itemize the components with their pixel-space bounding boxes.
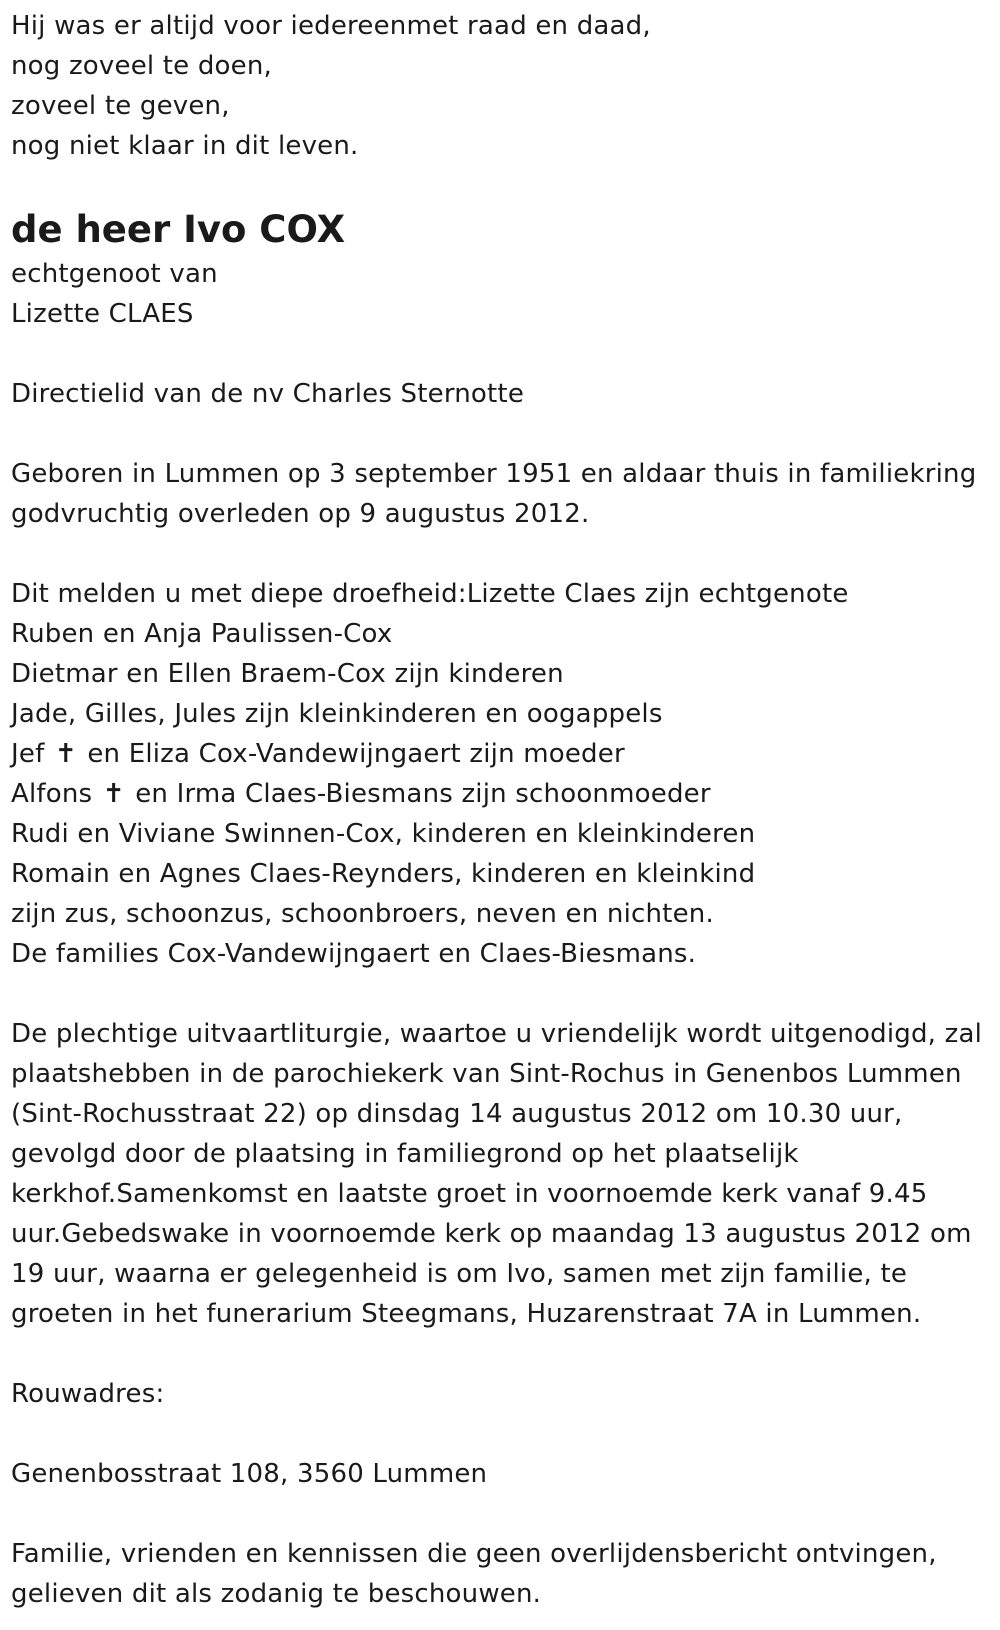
mourner-line: Dietmar en Ellen Braem-Cox zijn kinderen	[11, 659, 564, 689]
mourner-line: Romain en Agnes Claes-Reynders, kinderen en kleinkind	[11, 859, 756, 889]
birth-death-line: Geboren in Lummen op 3 september 1951 en aldaar thuis in familiekring	[11, 459, 977, 489]
poem-line: zoveel te geven,	[11, 91, 230, 121]
mourner-line: Rudi en Viviane Swinnen-Cox, kinderen en kleinkinderen	[11, 819, 756, 849]
mourner-name: Jef	[11, 739, 45, 769]
mourners-list	[11, 574, 1000, 974]
poem-line: Hij was er altijd voor iedereenmet raad en daad,	[11, 11, 651, 41]
funeral-line: uur.Gebedswake in voornoemde kerk op maandag 13 augustus 2012 om	[11, 1219, 972, 1249]
role: Directielid van de nv Charles Sternotte	[11, 379, 525, 409]
mourner-line	[11, 734, 1000, 774]
funeral-line: gevolgd door de plaatsing in familiegrond op het plaatselijk	[11, 1139, 799, 1169]
mourner-rest: en Eliza Cox-Vandewijngaert zijn moeder	[87, 739, 625, 769]
funeral-line: 19 uur, waarna er gelegenheid is om Ivo, samen met zijn familie, te	[11, 1259, 908, 1289]
mourner-name: Alfons	[11, 779, 93, 809]
cross-icon: ✝	[54, 739, 77, 769]
funeral-line: groeten in het funerarium Steegmans, Huzarenstraat 7A in Lummen.	[11, 1299, 922, 1329]
closing-line: gelieven dit als zodanig te beschouwen.	[11, 1579, 542, 1609]
closing-note	[11, 1534, 1000, 1614]
funeral-line: De plechtige uitvaartliturgie, waartoe u vriendelijk wordt uitgenodigd, zal	[11, 1019, 983, 1049]
mourner-line: Dit melden u met diepe droefheid:Lizette Claes zijn echtgenote	[11, 579, 849, 609]
deceased-name: de heer Ivo COX	[11, 208, 346, 251]
address-label: Rouwadres:	[11, 1379, 165, 1409]
poem-line: nog niet klaar in dit leven.	[11, 131, 359, 161]
spouse-intro: echtgenoot van	[11, 259, 218, 289]
mourning-address: Genenbosstraat 108, 3560 Lummen	[11, 1459, 488, 1489]
spouse-name: Lizette CLAES	[11, 299, 194, 329]
poem-line: nog zoveel te doen,	[11, 51, 272, 81]
birth-death-line: godvruchtig overleden op 9 augustus 2012.	[11, 499, 590, 529]
birth-death	[11, 454, 1000, 534]
closing-line: Familie, vrienden en kennissen die geen overlijdensbericht ontvingen,	[11, 1539, 937, 1569]
mourner-line: De families Cox-Vandewijngaert en Claes-Biesmans.	[11, 939, 697, 969]
mourner-rest: en Irma Claes-Biesmans zijn schoonmoeder	[135, 779, 711, 809]
funeral-details	[11, 1014, 1000, 1334]
mourner-line: Jade, Gilles, Jules zijn kleinkinderen en oogappels	[11, 699, 663, 729]
mourner-line: zijn zus, schoonzus, schoonbroers, neven en nichten.	[11, 899, 714, 929]
funeral-line: (Sint-Rochusstraat 22) op dinsdag 14 augustus 2012 om 10.30 uur,	[11, 1099, 903, 1129]
funeral-line: kerkhof.Samenkomst en laatste groet in voornoemde kerk vanaf 9.45	[11, 1179, 928, 1209]
poem	[11, 6, 1000, 166]
mourner-line	[11, 774, 1000, 814]
cross-icon: ✝	[102, 779, 125, 809]
mourner-line: Ruben en Anja Paulissen-Cox	[11, 619, 393, 649]
funeral-line: plaatshebben in de parochiekerk van Sint-Rochus in Genenbos Lummen	[11, 1059, 962, 1089]
